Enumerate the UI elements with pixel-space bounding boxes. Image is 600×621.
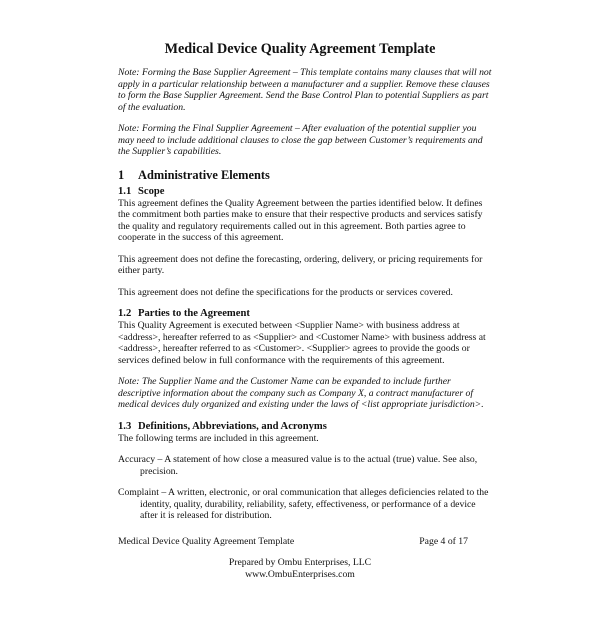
- definition-complaint: Complaint – A written, electronic, or oral communication that alleges deficiencies related to the identity, quality, durability, reliability, safety, effectiveness, or performance of a device after it is released for distribution.: [118, 487, 489, 521]
- section-1-3-heading: [118, 421, 493, 433]
- footer-page-number: Page 4 of 17: [419, 535, 468, 547]
- section-title: Parties to the Agreement: [138, 308, 250, 319]
- section-1-2-heading: [118, 308, 493, 320]
- section-title: Administrative Elements: [138, 167, 270, 182]
- parties-paragraph: This Quality Agreement is executed between <Supplier Name> with business address at <address>, hereafter referred to as <Supplier> and <Customer Name> with business address at <address>, hereafter referred to as <Customer>. <Supplier> agrees to provide the goods or services defined below in full conformance with the requirements of this agreement.: [118, 320, 486, 366]
- footer-row: [118, 536, 468, 548]
- scope-paragraph: This agreement defines the Quality Agreement between the parties identified below. It defines the commitment both parties make to ensure that their respective products and services satisfy the quality and regulatory requirements called out in this agreement. Both parties agree to cooperate in the success of this agreement.: [118, 197, 483, 243]
- section-number: 1.2: [118, 308, 132, 319]
- section-1-heading: [118, 168, 493, 182]
- document-title: Medical Device Quality Agreement Template: [164, 41, 436, 57]
- section-number: 1: [118, 167, 125, 182]
- parties-note: Note: The Supplier Name and the Customer Name can be expanded to include further descriptive information about the company such as Company X, a contract manufacturer of medical devices duly organized and existing under the laws of <list appropriate jurisdiction>.: [118, 376, 484, 410]
- section-1-1-heading: [118, 186, 493, 198]
- footer-website: www.OmbuEnterprises.com: [245, 568, 355, 580]
- scope-paragraph: This agreement does not define the specifications for the products or services covered.: [118, 286, 453, 298]
- scope-paragraph: This agreement does not define the forecasting, ordering, delivery, or pricing requirements for either party.: [118, 253, 483, 276]
- section-number: 1.3: [118, 420, 132, 432]
- section-title: Definitions, Abbreviations, and Acronyms: [138, 420, 327, 432]
- footer-prepared-by: Prepared by Ombu Enterprises, LLC: [228, 557, 372, 568]
- section-number: 1.1: [118, 185, 132, 197]
- note-base-agreement: Note: Forming the Base Supplier Agreement – This template contains many clauses that will not apply in a particular relationship between a manufacturer and a supplier. Remove these clauses to form the Base Supplier Agreement. Send the Base Control Plan to potential Suppliers as part of the evaluation.: [118, 67, 492, 113]
- section-title: Scope: [138, 185, 165, 197]
- definitions-intro: The following terms are included in this agreement.: [118, 432, 319, 444]
- footer-doc-title: Medical Device Quality Agreement Template: [118, 535, 295, 547]
- definition-accuracy: Accuracy – A statement of how close a measured value is to the actual (true) value. See also, precision.: [118, 454, 478, 477]
- note-final-agreement: Note: Forming the Final Supplier Agreement – After evaluation of the potential supplier you may need to include additional clauses to close the gap between Customer’s requirements and the Supplier’s capabilities.: [118, 123, 483, 157]
